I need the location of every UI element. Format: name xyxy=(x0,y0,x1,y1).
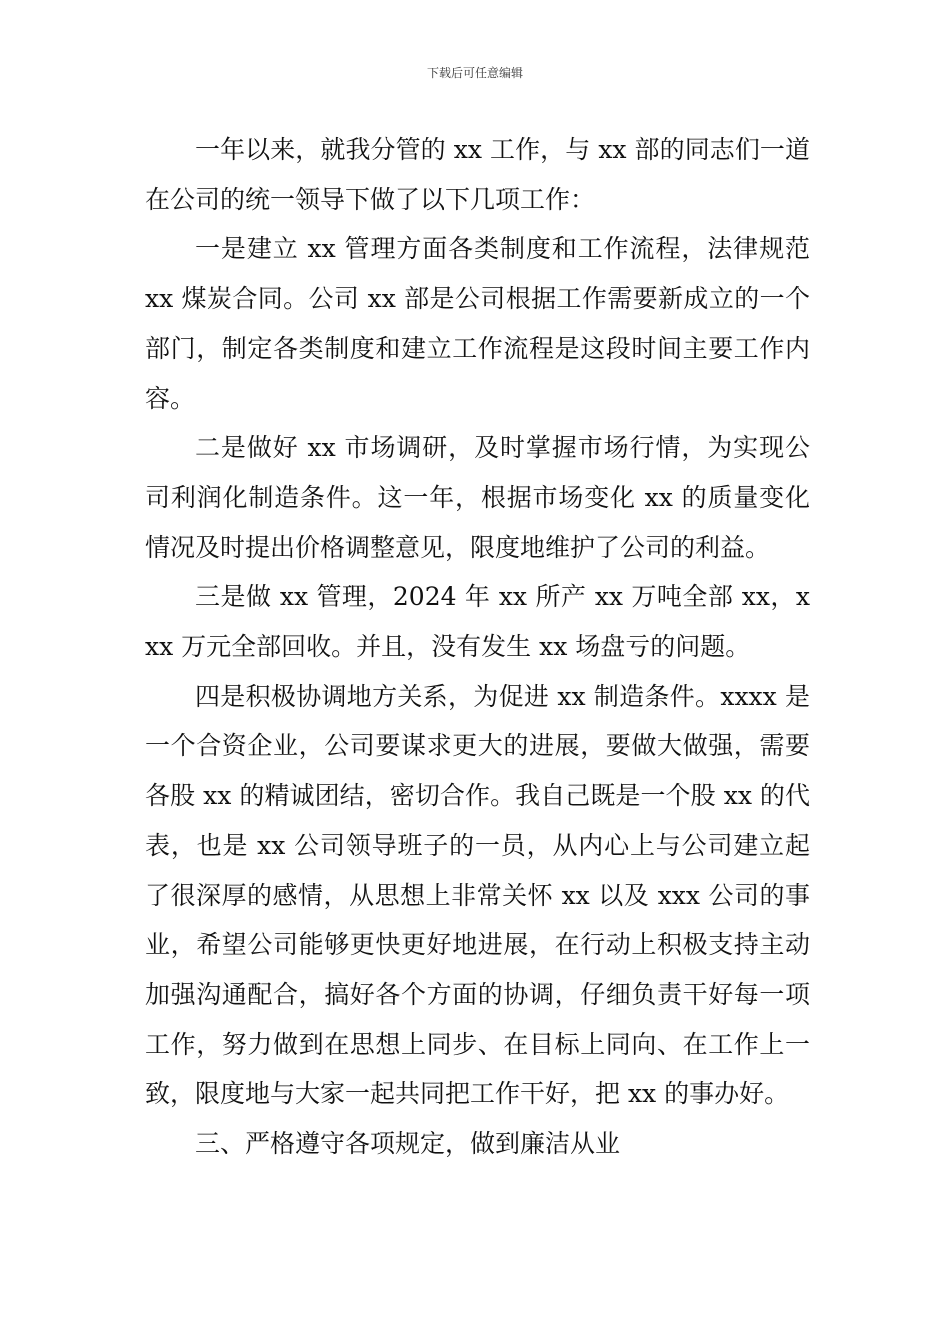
paragraph-item-1: 一是建立 xx 管理方面各类制度和工作流程，法律规范 xx 煤炭合同。公司 xx 部是公司根据工作需要新成立的一个部门，制定各类制度和建立工作流程是这段时间主要工作内容。 xyxy=(145,234,810,413)
paragraph-item-3: 三是做 xx 管理，2024 年 xx 所产 xx 万吨全部 xx，xxx 万元全部回收。并且，没有发生 xx 场盘亏的问题。 xyxy=(145,582,810,662)
paragraph-item-4: 四是积极协调地方关系，为促进 xx 制造条件。xxxx 是一个合资企业，公司要谋求更大的进展，要做大做强，需要各股 xx 的精诚团结，密切合作。我自己既是一个股 xx 的代表，也是 xx 公司领导班子的一员，从内心上与公司建立起了很深厚的感情，从思想上非常关怀 xx 以及 xxx 公司的事业，希望公司能够更快更好地进展，在行动上积极支持主动加强沟通配合，搞好各个方面的协调，仔细负责干好每一项工作，努力做到在思想上同步、在目标上同向、在工作上一致，限度地与大家一起共同把工作干好，把 xx 的事办好。 xyxy=(145,681,810,1109)
section-heading: 三、严格遵守各项规定，做到廉洁从业 xyxy=(195,1129,621,1159)
paragraph-item-2: 二是做好 xx 市场调研，及时掌握市场行情，为实现公司利润化制造条件。这一年，根据市场变化 xx 的质量变化情况及时提出价格调整意见，限度地维护了公司的利益。 xyxy=(145,433,810,562)
page-header: 下载后可任意编辑 xyxy=(426,66,523,80)
document-body xyxy=(145,125,810,1169)
paragraph-intro: 一年以来，就我分管的 xx 工作，与 xx 部的同志们一道在公司的统一领导下做了以下几项工作： xyxy=(145,135,810,214)
